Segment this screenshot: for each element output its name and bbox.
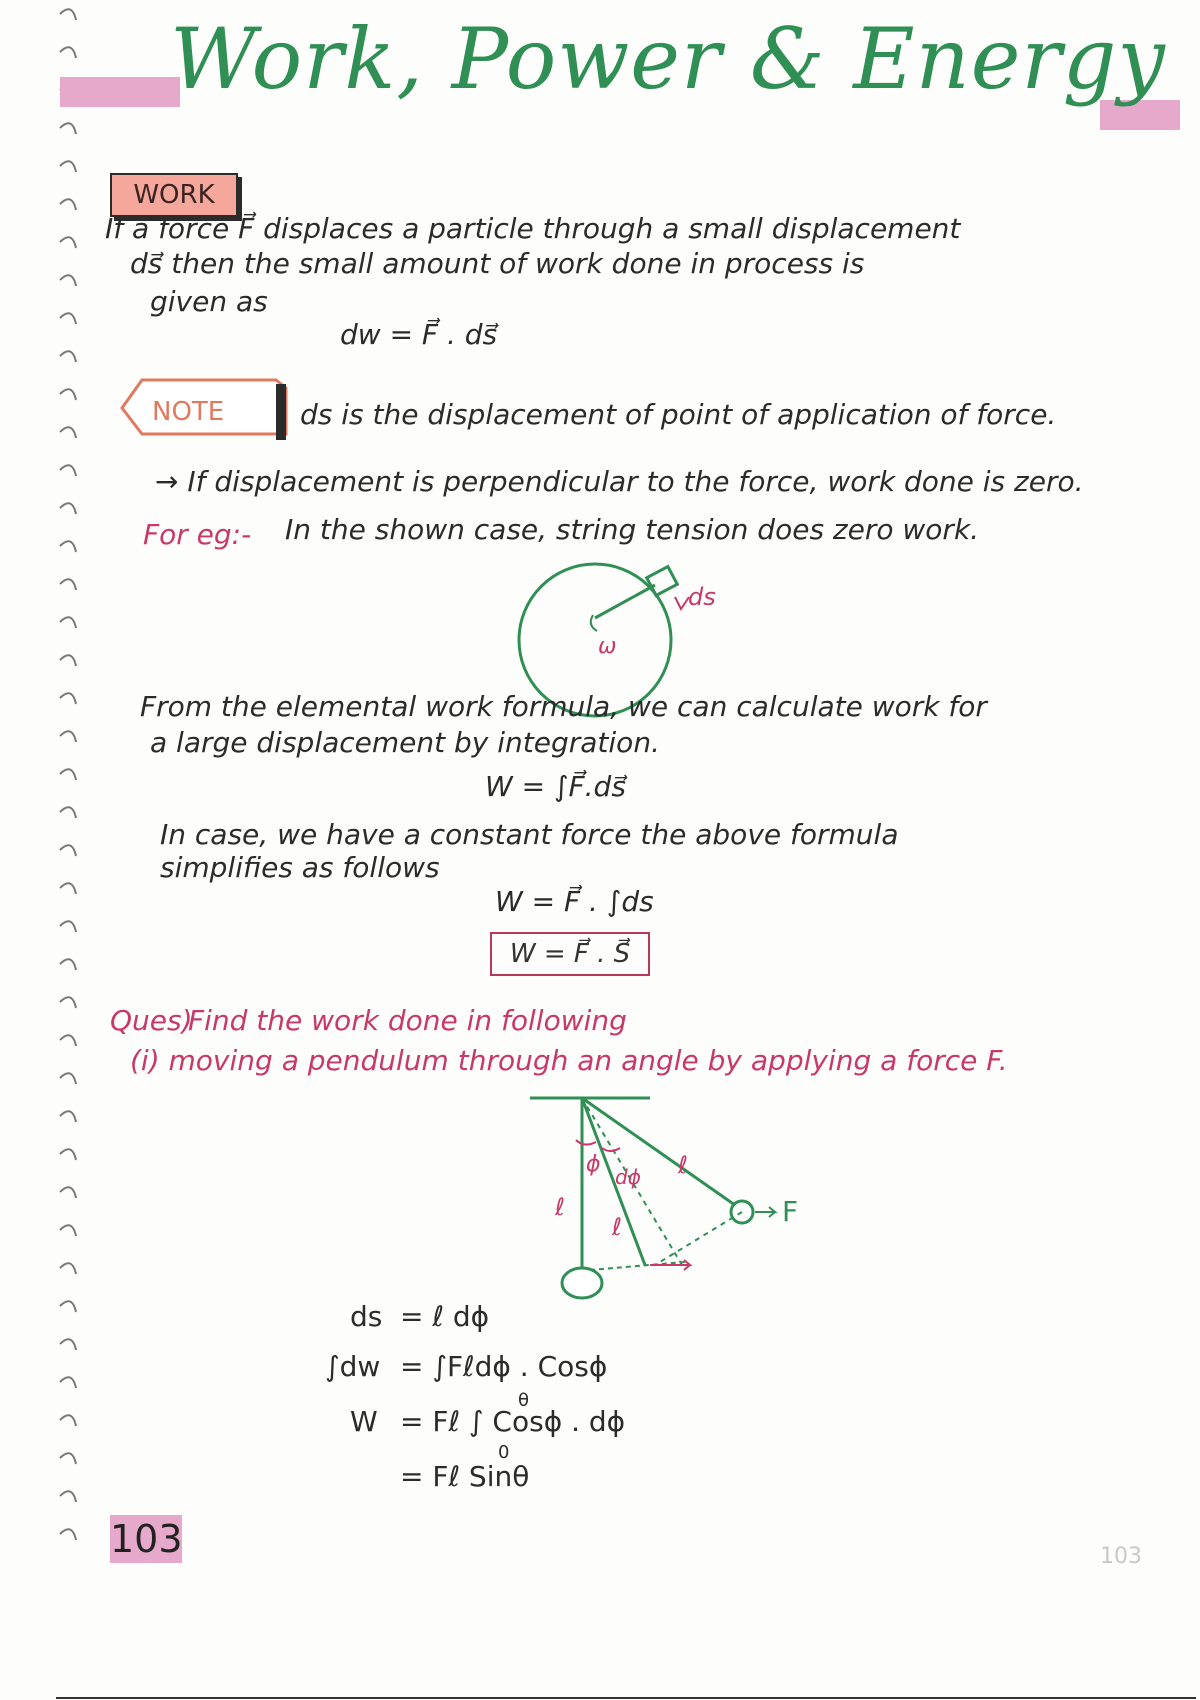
integration-line-2: a large displacement by integration. [150,726,660,759]
question-text: Find the work done in following [188,1004,627,1037]
page-number-printed: 103 [1100,1544,1142,1569]
boxed-work-formula: W = F⃗ . S⃗ [490,932,650,976]
note-text: ds is the displacement of point of application of force. [300,398,1057,431]
intro-line-2: ds⃗ then the small amount of work done in process is [130,247,865,280]
question-part-1: (i) moving a pendulum through an angle by applying a force F. [130,1044,1008,1077]
solution-upper-limit: θ [518,1390,530,1411]
pendulum-length-left: ℓ [555,1193,565,1221]
intro-formula: dw = F⃗ . ds⃗ [340,318,498,351]
pendulum-length-right: ℓ [678,1151,688,1179]
solution-integral-rhs: = ∫Fℓdϕ . Cosϕ [400,1350,608,1383]
constant-force-formula: W = F⃗ . ∫ds [495,885,654,918]
title-highlight-left [60,77,180,107]
constant-force-line-1: In case, we have a constant force the above formula [160,818,899,851]
note-tag-label: NOTE [152,397,225,427]
solution-integral-lhs: ∫dw [325,1350,381,1383]
solution-ds-rhs: = ℓ dϕ [400,1300,490,1333]
page-title: Work, Power & Energy [170,10,1166,108]
solution-final-rhs: = Fℓ Sinθ [400,1460,530,1493]
work-section-tag: WORK [110,173,238,217]
spiral-binding [52,0,82,1600]
pendulum-figure [520,1090,820,1310]
solution-lower-limit: 0 [498,1442,510,1463]
intro-line-3: given as [150,285,268,318]
constant-force-line-2: simplifies as follows [160,851,440,884]
pendulum-angle-phi: ϕ [586,1152,601,1177]
pendulum-angle-dphi: dϕ [615,1165,641,1189]
question-label: Ques) [110,1004,193,1037]
integration-formula: W = ∫F⃗.ds⃗ [485,770,626,803]
solution-w-rhs: = Fℓ ∫ Cosϕ . dϕ [400,1405,626,1438]
example-text: In the shown case, string tension does zero work. [285,513,980,546]
integration-line-1: From the elemental work formula, we can calculate work for [140,690,987,723]
example-label: For eg:- [143,518,252,551]
pendulum-force-label: F [782,1195,799,1228]
figure1-omega-label: ω [598,634,617,659]
figure1-ds-label: ds [688,583,716,611]
pendulum-length-mid: ℓ [612,1213,622,1241]
bottom-edge-line [56,1697,1196,1699]
intro-line-1: If a force F⃗ displaces a particle through a small displacement [105,212,961,245]
perpendicular-line: → If displacement is perpendicular to the force, work done is zero. [155,465,1084,498]
page-number-badge: 103 [110,1517,183,1561]
solution-w-lhs: W [350,1405,378,1438]
solution-ds-lhs: ds [350,1300,383,1333]
